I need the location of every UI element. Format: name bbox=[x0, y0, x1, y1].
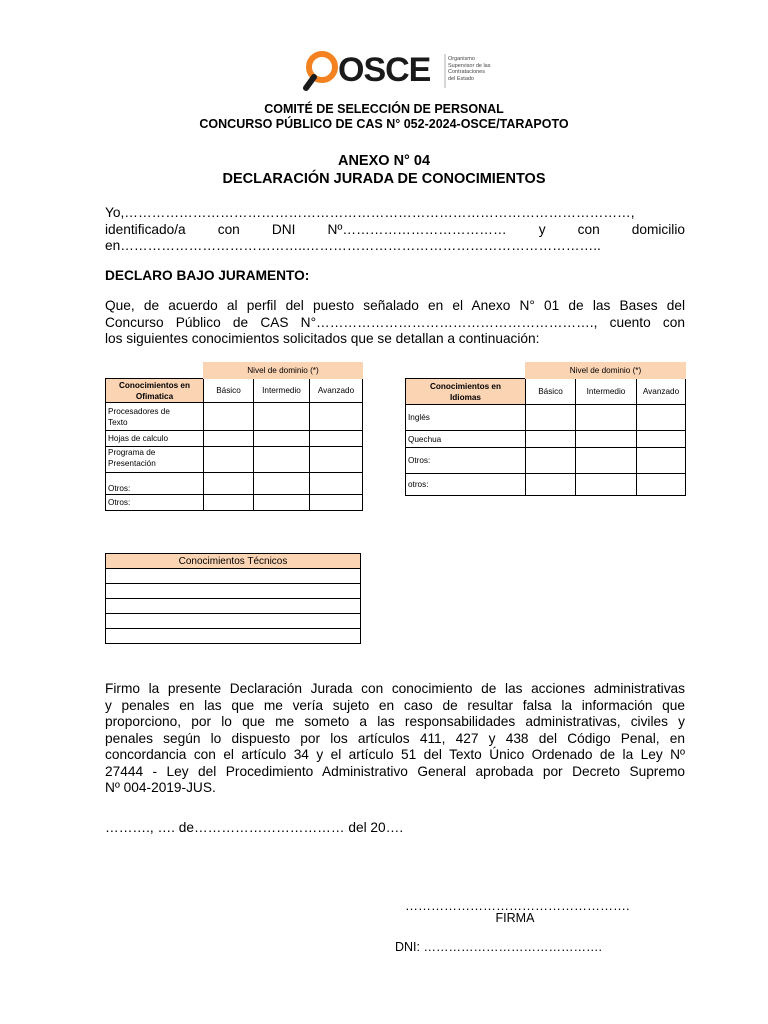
paragraph-line: proporciono, por lo que me someto a las responsabilidades administrativas, civiles y bbox=[105, 714, 685, 729]
table-row: Procesadores de Texto bbox=[106, 403, 363, 431]
checkbox-cell[interactable] bbox=[310, 403, 363, 431]
paragraph-line: y penales en las que me vería sujeto en caso de resultar falsa la información que bbox=[105, 697, 685, 713]
level-header: Nivel de dominio (*) bbox=[526, 363, 686, 379]
logo-subtitle-line: Contrataciones bbox=[448, 69, 485, 75]
committee-heading: COMITÉ DE SELECCIÓN DE PERSONAL bbox=[264, 102, 504, 116]
technical-header: Conocimientos Técnicos bbox=[106, 554, 361, 569]
declaration-title: DECLARACIÓN JURADA DE CONOCIMIENTOS bbox=[222, 171, 546, 187]
technical-entry-field[interactable] bbox=[106, 614, 361, 629]
identity-address-line: en…………………………………..……………………………………………………….. bbox=[105, 238, 601, 253]
checkbox-cell[interactable] bbox=[637, 474, 686, 496]
checkbox-cell[interactable] bbox=[576, 405, 637, 431]
level-intermediate-header: Intermedio bbox=[576, 379, 637, 405]
paragraph-line: Firmo la presente Declaración Jurada con conocimiento de las acciones administrativas bbox=[105, 681, 685, 696]
technical-entry-field[interactable] bbox=[106, 599, 361, 614]
identity-paragraph bbox=[105, 205, 685, 255]
technical-entry-field[interactable] bbox=[106, 584, 361, 599]
signature-label: FIRMA bbox=[495, 911, 535, 925]
table-row: Inglés bbox=[406, 405, 686, 431]
checkbox-cell[interactable] bbox=[254, 495, 310, 511]
checkbox-cell[interactable] bbox=[526, 448, 576, 474]
paragraph-line: Nº 004-2019-JUS. bbox=[105, 780, 216, 795]
checkbox-cell[interactable] bbox=[637, 431, 686, 448]
checkbox-cell[interactable] bbox=[254, 447, 310, 473]
logo-subtitle bbox=[448, 56, 508, 82]
checkbox-cell[interactable] bbox=[576, 474, 637, 496]
logo-subtitle-line: Supervisor de las bbox=[448, 62, 491, 69]
checkbox-cell[interactable] bbox=[526, 474, 576, 496]
checkbox-cell[interactable] bbox=[204, 403, 254, 431]
annex-title: ANEXO N° 04 bbox=[337, 153, 431, 169]
date-line: ………., …. de…………………………… del 20…. bbox=[105, 820, 404, 835]
level-header: Nivel de dominio (*) bbox=[204, 363, 363, 379]
checkbox-cell[interactable] bbox=[310, 495, 363, 511]
checkbox-cell[interactable] bbox=[637, 405, 686, 431]
technical-knowledge-table bbox=[105, 553, 361, 644]
paragraph-line: Concurso Público de CAS N°……………………………………………………., cuento con bbox=[105, 314, 685, 330]
checkbox-cell[interactable] bbox=[204, 473, 254, 495]
table-row: Hojas de calculo bbox=[106, 431, 363, 447]
table-row: Quechua bbox=[406, 431, 686, 448]
paragraph-line: penales según lo dispuesto por los artículos 411, 427 y 438 del Código Penal, en bbox=[105, 730, 685, 746]
checkbox-cell[interactable] bbox=[254, 403, 310, 431]
signature-line: ……………………………………………. bbox=[405, 898, 630, 913]
checkbox-cell[interactable] bbox=[204, 495, 254, 511]
checkbox-cell[interactable] bbox=[204, 431, 254, 447]
logo-subtitle-line: del Estado bbox=[448, 75, 474, 82]
contest-heading: CONCURSO PÚBLICO DE CAS N° 052-2024-OSCE/TARAPOTO bbox=[199, 117, 569, 131]
logo-wordmark: OSCE bbox=[338, 51, 431, 89]
checkbox-cell[interactable] bbox=[526, 431, 576, 448]
sworn-statement-heading: DECLARO BAJO JURAMENTO: bbox=[105, 268, 310, 283]
level-basic-header: Básico bbox=[204, 379, 254, 403]
table-row: Otros: bbox=[106, 473, 363, 495]
dni-line: DNI: ……………………………………. bbox=[395, 940, 602, 954]
technical-entry-field[interactable] bbox=[106, 629, 361, 644]
table-row: Otros: bbox=[106, 495, 363, 511]
checkbox-cell[interactable] bbox=[254, 473, 310, 495]
checkbox-cell[interactable] bbox=[576, 448, 637, 474]
liability-paragraph bbox=[105, 681, 685, 797]
checkbox-cell[interactable] bbox=[637, 448, 686, 474]
checkbox-cell[interactable] bbox=[310, 473, 363, 495]
level-basic-header: Básico bbox=[526, 379, 576, 405]
identity-name-line: Yo,…………………………………………………………………………………………………, bbox=[105, 205, 635, 220]
checkbox-cell[interactable] bbox=[576, 431, 637, 448]
knowledge-header: Conocimientos en Idiomas bbox=[406, 379, 526, 405]
level-intermediate-header: Intermedio bbox=[254, 379, 310, 403]
checkbox-cell[interactable] bbox=[204, 447, 254, 473]
paragraph-line: Que, de acuerdo al perfil del puesto señalado en el Anexo N° 01 de las Bases del bbox=[105, 298, 685, 313]
paragraph-line: los siguientes conocimientos solicitados que se detallan a continuación: bbox=[105, 331, 540, 346]
paragraph-line: concordancia con el artículo 34 y el artículo 51 del Texto Único Ordenado de la Ley Nº bbox=[105, 747, 685, 762]
knowledge-header: Conocimientos en Ofimatica bbox=[106, 379, 204, 403]
profile-paragraph bbox=[105, 298, 685, 348]
table-row: Otros: bbox=[406, 448, 686, 474]
checkbox-cell[interactable] bbox=[526, 405, 576, 431]
logo-subtitle-line: Organismo bbox=[448, 56, 475, 62]
identity-dni-line: identificado/a con DNI Nº……………………………… y con domicilio bbox=[105, 221, 685, 237]
checkbox-cell[interactable] bbox=[254, 431, 310, 447]
checkbox-cell[interactable] bbox=[310, 447, 363, 473]
level-advanced-header: Avanzado bbox=[310, 379, 363, 403]
checkbox-cell[interactable] bbox=[310, 431, 363, 447]
table-row: otros: bbox=[406, 474, 686, 496]
office-knowledge-table bbox=[105, 362, 363, 511]
table-row: Programa de Presentación bbox=[106, 447, 363, 473]
paragraph-line: 27444 - Ley del Procedimiento Administrativo General aprobada por Decreto Supremo bbox=[105, 763, 685, 779]
level-advanced-header: Avanzado bbox=[637, 379, 686, 405]
technical-entry-field[interactable] bbox=[106, 569, 361, 584]
language-knowledge-table bbox=[405, 362, 686, 496]
